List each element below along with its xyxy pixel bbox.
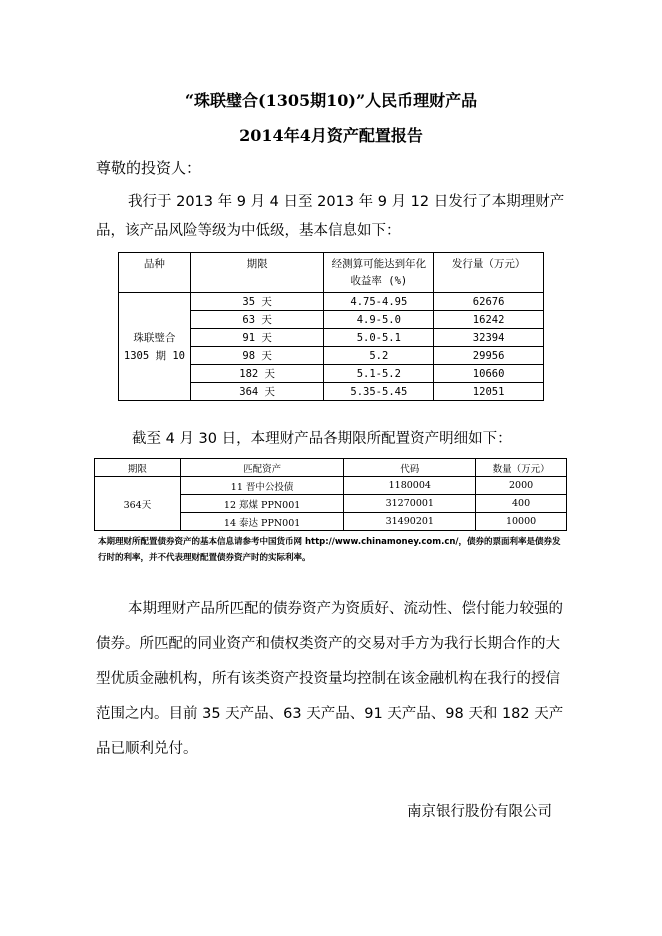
asset-cell: 11 晋中公投债: [180, 477, 344, 495]
product-name-cell: 珠联璧合 1305 期 10: [119, 293, 191, 401]
table-header-row: [119, 253, 544, 293]
salutation: 尊敬的投资人：: [96, 159, 202, 177]
term-cell: 91 天: [190, 329, 324, 347]
asset-intro: 截至 4 月 30 日，本理财产品各期限所配置资产明细如下：: [132, 431, 512, 447]
term-cell: 182 天: [190, 365, 324, 383]
qty-cell: 400: [476, 495, 567, 513]
amount-cell: 32394: [434, 329, 544, 347]
amount-cell: 10660: [434, 365, 544, 383]
rate-cell: 4.9-5.0: [324, 311, 434, 329]
table-header-row: [95, 459, 567, 477]
amount-cell: 62676: [434, 293, 544, 311]
code-cell: 31270001: [344, 495, 476, 513]
header-cell: 匹配资产: [180, 459, 344, 477]
amount-cell: 16242: [434, 311, 544, 329]
header-cell: 代码: [344, 459, 476, 477]
term-cell: 63 天: [190, 311, 324, 329]
rate-cell: 4.75-4.95: [324, 293, 434, 311]
code-cell: 31490201: [344, 513, 476, 531]
qty-cell: 10000: [476, 513, 567, 531]
table-row: [119, 293, 544, 311]
amount-cell: 29956: [434, 347, 544, 365]
header-cell: 期限: [95, 459, 181, 477]
rate-cell: 5.0-5.1: [324, 329, 434, 347]
term-cell: 364天: [95, 477, 181, 531]
qty-cell: 2000: [476, 477, 567, 495]
rate-cell: 5.2: [324, 347, 434, 365]
header-cell: 数量（万元）: [476, 459, 567, 477]
header-cell: 期限: [190, 253, 324, 293]
header-cell: 品种: [119, 253, 191, 293]
product-info-table: [118, 252, 544, 401]
asset-detail-table: [94, 458, 567, 531]
intro-paragraph: 我行于 2013 年 9 月 4 日至 2013 年 9 月 12 日发行了本期理财产品，该产品风险等级为中低级，基本信息如下：: [96, 194, 565, 239]
report-subtitle: 2014年4月资产配置报告: [239, 126, 423, 145]
table-footnote: 本期理财所配置债券资产的基本信息请参考中国货币网 http://www.chinamoney.com.cn/，债券的票面利率是债券发行时的利率，并不代表理财配置债券资产时的实际利率。: [98, 537, 561, 563]
header-cell: 发行量（万元）: [434, 253, 544, 293]
code-cell: 1180004: [344, 477, 476, 495]
table-row: [95, 477, 567, 495]
signature: 南京银行股份有限公司: [407, 804, 552, 820]
rate-cell: 5.1-5.2: [324, 365, 434, 383]
term-cell: 35 天: [190, 293, 324, 311]
report-title: “珠联璧合(1305期10)”人民币理财产品: [184, 91, 478, 110]
header-cell: 经测算可能达到年化收益率 (%): [324, 253, 434, 293]
rate-cell: 5.35-5.45: [324, 383, 434, 401]
body-paragraph: 本期理财产品所匹配的债券资产为资质好、流动性、偿付能力较强的债券。所匹配的同业资产和债权类资产的交易对手方为我行长期合作的大型优质金融机构，所有该类资产投资量均控制在该金融机构在我行的授信范围之内。目前 35 天产品、63 天产品、91 天产品、98 天和 182 天产品已顺利兑付。: [96, 601, 564, 757]
amount-cell: 12051: [434, 383, 544, 401]
asset-cell: 14 泰达 PPN001: [180, 513, 344, 531]
term-cell: 364 天: [190, 383, 324, 401]
asset-cell: 12 郑煤 PPN001: [180, 495, 344, 513]
term-cell: 98 天: [190, 347, 324, 365]
